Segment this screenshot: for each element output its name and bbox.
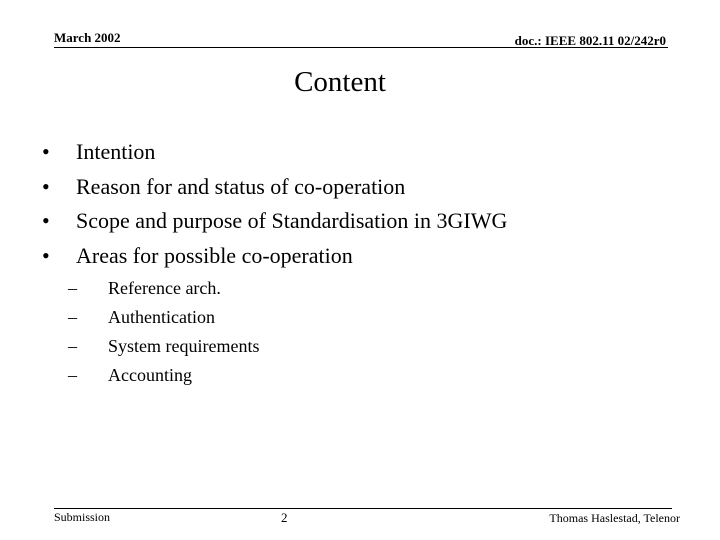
bullet-text: Reason for and status of co-operation — [76, 173, 406, 199]
sub-bullet-text: Reference arch. — [108, 278, 221, 298]
page-number: 2 — [281, 510, 288, 525]
sub-bullet-text: System requirements — [108, 336, 260, 356]
bullet-marker: • — [42, 242, 50, 268]
bullet-list — [42, 138, 507, 276]
dash-marker: – — [68, 336, 77, 356]
sub-bullet-item — [68, 276, 259, 305]
bullet-item — [42, 207, 507, 242]
sub-bullet-list — [68, 276, 259, 392]
footer-rule — [54, 508, 672, 509]
sub-bullet-text: Accounting — [108, 365, 192, 385]
bullet-text: Scope and purpose of Standardisation in 3GIWG — [76, 208, 508, 233]
bullet-text: Intention — [76, 139, 156, 164]
dash-marker: – — [68, 307, 77, 327]
sub-bullet-item — [68, 334, 259, 363]
dash-marker: – — [68, 365, 77, 385]
bullet-marker: • — [42, 208, 50, 233]
header-rule — [54, 47, 668, 48]
bullet-marker: • — [42, 173, 50, 199]
bullet-item — [42, 242, 507, 277]
bullet-marker: • — [42, 139, 50, 164]
dash-marker: – — [68, 278, 77, 298]
sub-bullet-item — [68, 363, 259, 392]
footer-author: Thomas Haslestad, Telenor — [549, 511, 680, 525]
header-doc-id: doc.: IEEE 802.11 02/242r0 — [514, 33, 666, 48]
bullet-text: Areas for possible co-operation — [76, 242, 353, 268]
slide-title: Content — [294, 66, 386, 98]
footer-submission: Submission — [54, 510, 111, 524]
bullet-item — [42, 138, 507, 173]
bullet-item — [42, 173, 507, 208]
sub-bullet-text: Authentication — [108, 307, 215, 327]
sub-bullet-item — [68, 305, 259, 334]
header-date: March 2002 — [54, 30, 121, 45]
